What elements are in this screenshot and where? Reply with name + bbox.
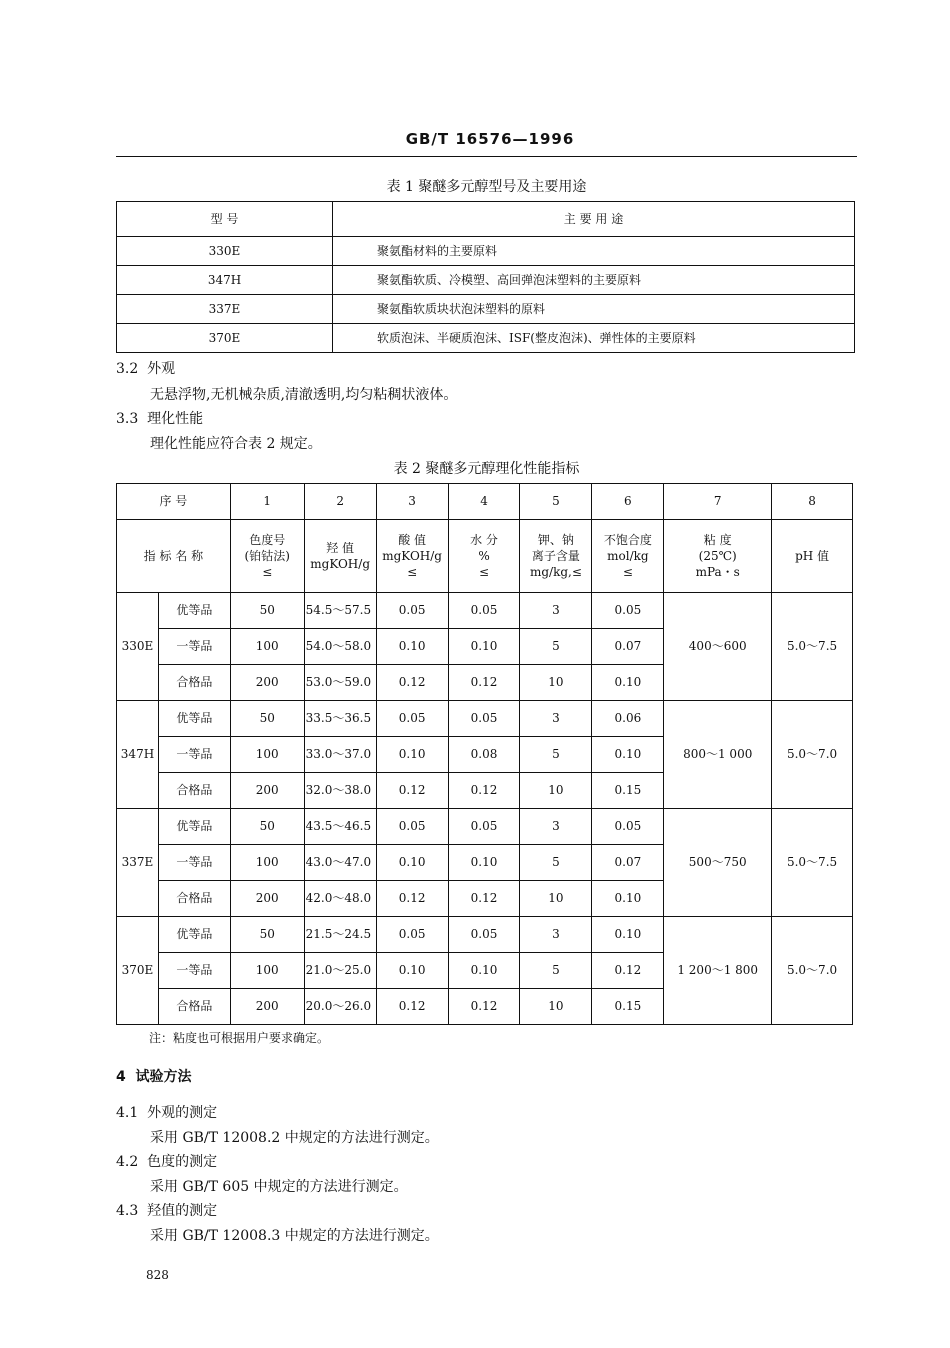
table2-water: 0.10 — [448, 629, 520, 665]
table2-grade: 一等品 — [158, 953, 230, 989]
table2-color: 200 — [230, 773, 304, 809]
table2-seq-num: 8 — [772, 484, 853, 520]
table2-water: 0.05 — [448, 701, 520, 737]
head-line: 粘 度 — [703, 532, 732, 547]
table2-water: 0.08 — [448, 737, 520, 773]
header-rule — [116, 156, 857, 157]
table2-color: 200 — [230, 665, 304, 701]
table1 — [116, 201, 855, 353]
head-line: ≤ — [262, 565, 273, 580]
standard-number: GB/T 16576—1996 — [405, 130, 575, 148]
table2-seq-num: 1 — [230, 484, 304, 520]
table2-model: 347H — [117, 701, 159, 809]
section-4-1-heading — [116, 1102, 217, 1122]
table2-acid: 0.05 — [376, 701, 448, 737]
table2-seq-num: 7 — [664, 484, 772, 520]
table2-seq-num: 6 — [592, 484, 664, 520]
table2-ph: 5.0～7.0 — [772, 917, 853, 1025]
table2-viscosity: 1 200～1 800 — [664, 917, 772, 1025]
head-line: 酸 值 — [398, 532, 427, 547]
section-number: 4.1 — [116, 1105, 139, 1121]
table1-model: 347H — [117, 266, 333, 295]
table2-acid: 0.12 — [376, 773, 448, 809]
table2-unsat: 0.05 — [592, 809, 664, 845]
table1-use: 聚氨酯软质块状泡沫塑料的原料 — [333, 295, 855, 324]
table2-seq-num: 5 — [520, 484, 592, 520]
table2-unsat: 0.12 — [592, 953, 664, 989]
table2-grade: 一等品 — [158, 845, 230, 881]
table-row — [117, 266, 855, 295]
head-line: mg/kg,≤ — [529, 565, 582, 580]
section-title: 试验方法 — [135, 1069, 192, 1085]
table2-hydroxyl: 20.0～26.0 — [304, 989, 376, 1025]
table1-header-row — [117, 202, 855, 237]
table2-color: 50 — [230, 809, 304, 845]
section-4-3-heading — [116, 1200, 217, 1220]
table2-acid: 0.05 — [376, 593, 448, 629]
table2-acid: 0.05 — [376, 809, 448, 845]
section-4-heading — [116, 1066, 192, 1086]
table2-color: 100 — [230, 845, 304, 881]
table2-kna: 5 — [520, 737, 592, 773]
table2-unsat: 0.05 — [592, 593, 664, 629]
table2-acid: 0.10 — [376, 953, 448, 989]
head-line: 不饱合度 — [603, 532, 652, 547]
table2-model: 330E — [117, 593, 159, 701]
table2-kna: 10 — [520, 989, 592, 1025]
section-title: 外观 — [147, 361, 176, 377]
table2-acid: 0.12 — [376, 989, 448, 1025]
table2-hydroxyl: 32.0～38.0 — [304, 773, 376, 809]
table2-unsat: 0.15 — [592, 773, 664, 809]
section-title: 色度的测定 — [147, 1154, 218, 1170]
table2-unsat: 0.10 — [592, 665, 664, 701]
table2-col-head — [664, 520, 772, 593]
table1-caption: 表 1 聚醚多元醇型号及主要用途 — [386, 179, 587, 195]
table1-use: 软质泡沫、半硬质泡沫、ISF(整皮泡沫)、弹性体的主要原料 — [333, 324, 855, 353]
table2-acid: 0.12 — [376, 665, 448, 701]
table2-water: 0.10 — [448, 845, 520, 881]
table2-water: 0.12 — [448, 881, 520, 917]
table2-col-head — [520, 520, 592, 593]
table-row — [117, 701, 853, 737]
table2-grade: 合格品 — [158, 665, 230, 701]
table1-model: 370E — [117, 324, 333, 353]
head-line: ≤ — [407, 565, 418, 580]
table2-unsat: 0.07 — [592, 629, 664, 665]
table2-color: 100 — [230, 953, 304, 989]
table2-seq-num: 4 — [448, 484, 520, 520]
table2-hydroxyl: 33.5～36.5 — [304, 701, 376, 737]
table2-acid: 0.05 — [376, 917, 448, 953]
table2 — [116, 483, 853, 1025]
table2-water: 0.12 — [448, 665, 520, 701]
head-line: ≤ — [479, 565, 490, 580]
table2-index-label: 指 标 名 称 — [117, 520, 231, 593]
table2-hydroxyl: 21.0～25.0 — [304, 953, 376, 989]
section-title: 羟值的测定 — [147, 1203, 218, 1219]
table2-color: 200 — [230, 989, 304, 1025]
table1-model: 330E — [117, 237, 333, 266]
section-4-1-text: 采用 GB/T 12008.2 中规定的方法进行测定。 — [150, 1130, 439, 1146]
section-3-2-heading — [116, 358, 175, 378]
table2-unsat: 0.15 — [592, 989, 664, 1025]
head-line: pH 值 — [795, 548, 830, 563]
table-row — [117, 917, 853, 953]
table2-acid: 0.10 — [376, 629, 448, 665]
table2-hydroxyl: 54.0～58.0 — [304, 629, 376, 665]
table2-kna: 3 — [520, 917, 592, 953]
table1-col-model: 型 号 — [117, 202, 333, 237]
table2-water: 0.12 — [448, 773, 520, 809]
table2-color: 100 — [230, 737, 304, 773]
table-row — [117, 809, 853, 845]
table2-seq-label: 序 号 — [117, 484, 231, 520]
section-number: 3.2 — [116, 361, 139, 377]
table2-kna: 10 — [520, 665, 592, 701]
table2-kna: 5 — [520, 953, 592, 989]
table2-grade: 优等品 — [158, 701, 230, 737]
section-title: 理化性能 — [147, 411, 204, 427]
table2-water: 0.10 — [448, 953, 520, 989]
table2-hydroxyl: 43.5～46.5 — [304, 809, 376, 845]
table2-grade: 一等品 — [158, 737, 230, 773]
section-4-2-heading — [116, 1151, 217, 1171]
table2-viscosity: 500～750 — [664, 809, 772, 917]
table2-viscosity: 400～600 — [664, 593, 772, 701]
table2-ph: 5.0～7.0 — [772, 701, 853, 809]
section-3-3-text: 理化性能应符合表 2 规定。 — [150, 436, 322, 452]
table2-ph: 5.0～7.5 — [772, 809, 853, 917]
head-line: 色度号 — [249, 532, 286, 547]
table2-hydroxyl: 53.0～59.0 — [304, 665, 376, 701]
table2-hydroxyl: 33.0～37.0 — [304, 737, 376, 773]
table2-kna: 3 — [520, 593, 592, 629]
table2-unsat: 0.10 — [592, 881, 664, 917]
head-line: mol/kg — [607, 548, 649, 563]
table2-unsat: 0.07 — [592, 845, 664, 881]
table2-body — [117, 593, 853, 1025]
table2-water: 0.05 — [448, 809, 520, 845]
table2-grade: 合格品 — [158, 989, 230, 1025]
table2-col-head — [448, 520, 520, 593]
table2-water: 0.12 — [448, 989, 520, 1025]
table2-kna: 5 — [520, 845, 592, 881]
head-line: 离子含量 — [531, 548, 580, 563]
table2-hydroxyl: 21.5～24.5 — [304, 917, 376, 953]
table2-kna: 5 — [520, 629, 592, 665]
table1-use: 聚氨酯材料的主要原料 — [333, 237, 855, 266]
section-number: 4.2 — [116, 1154, 139, 1170]
table1-use: 聚氨酯软质、冷模塑、高回弹泡沫塑料的主要原料 — [333, 266, 855, 295]
table2-color: 100 — [230, 629, 304, 665]
head-line: mPa・s — [695, 565, 740, 580]
table2-model: 337E — [117, 809, 159, 917]
table2-water: 0.05 — [448, 593, 520, 629]
head-line: 羟 值 — [326, 540, 355, 555]
table2-color: 50 — [230, 593, 304, 629]
table2-col-head — [592, 520, 664, 593]
head-line: ≤ — [622, 565, 633, 580]
head-line: 水 分 — [470, 532, 498, 547]
table2-grade: 合格品 — [158, 881, 230, 917]
table2-kna: 3 — [520, 809, 592, 845]
table-row — [117, 593, 853, 629]
page-number: 828 — [146, 1268, 169, 1282]
head-line: mgKOH/g — [310, 557, 370, 571]
table2-hydroxyl: 43.0～47.0 — [304, 845, 376, 881]
table2-hydroxyl: 42.0～48.0 — [304, 881, 376, 917]
section-3-3-heading — [116, 408, 203, 428]
head-line: mgKOH/g — [382, 548, 442, 563]
table2-col-head — [230, 520, 304, 593]
table2-kna: 10 — [520, 881, 592, 917]
table2-col-head — [772, 520, 853, 593]
head-line: % — [478, 548, 490, 563]
table2-ph: 5.0～7.5 — [772, 593, 853, 701]
table2-color: 50 — [230, 917, 304, 953]
section-4-3-text: 采用 GB/T 12008.3 中规定的方法进行测定。 — [150, 1228, 439, 1244]
head-line: (25℃) — [698, 548, 737, 563]
section-number: 3.3 — [116, 411, 139, 427]
table2-viscosity: 800～1 000 — [664, 701, 772, 809]
section-title: 外观的测定 — [147, 1105, 218, 1121]
table2-note: 注：粘度也可根据用户要求确定。 — [149, 1031, 330, 1045]
section-number: 4 — [116, 1069, 126, 1085]
table2-color: 50 — [230, 701, 304, 737]
table-row — [117, 324, 855, 353]
table2-color: 200 — [230, 881, 304, 917]
table-row — [117, 295, 855, 324]
section-4-2-text: 采用 GB/T 605 中规定的方法进行测定。 — [150, 1179, 408, 1195]
table2-acid: 0.10 — [376, 737, 448, 773]
table-row — [117, 237, 855, 266]
table2-col-head — [304, 520, 376, 593]
table2-caption: 表 2 聚醚多元醇理化性能指标 — [393, 461, 580, 477]
table2-kna: 10 — [520, 773, 592, 809]
table2-col-head — [376, 520, 448, 593]
table2-unsat: 0.10 — [592, 737, 664, 773]
table2-seq-row — [117, 484, 853, 520]
table2-acid: 0.12 — [376, 881, 448, 917]
table2-header-row — [117, 520, 853, 593]
table2-grade: 一等品 — [158, 629, 230, 665]
table2-unsat: 0.06 — [592, 701, 664, 737]
table2-kna: 3 — [520, 701, 592, 737]
section-3-2-text: 无悬浮物,无机械杂质,清澈透明,均匀粘稠状液体。 — [150, 387, 458, 403]
table2-grade: 优等品 — [158, 593, 230, 629]
table2-model: 370E — [117, 917, 159, 1025]
table1-col-use: 主 要 用 途 — [333, 202, 855, 237]
table1-model: 337E — [117, 295, 333, 324]
table2-grade: 优等品 — [158, 809, 230, 845]
head-line: 钾、钠 — [537, 532, 574, 547]
table2-grade: 合格品 — [158, 773, 230, 809]
table2-hydroxyl: 54.5～57.5 — [304, 593, 376, 629]
table2-seq-num: 2 — [304, 484, 376, 520]
table2-water: 0.05 — [448, 917, 520, 953]
table2-acid: 0.10 — [376, 845, 448, 881]
table2-seq-num: 3 — [376, 484, 448, 520]
head-line: (铂钴法) — [244, 548, 290, 563]
table2-grade: 优等品 — [158, 917, 230, 953]
table2-unsat: 0.10 — [592, 917, 664, 953]
section-number: 4.3 — [116, 1203, 139, 1219]
